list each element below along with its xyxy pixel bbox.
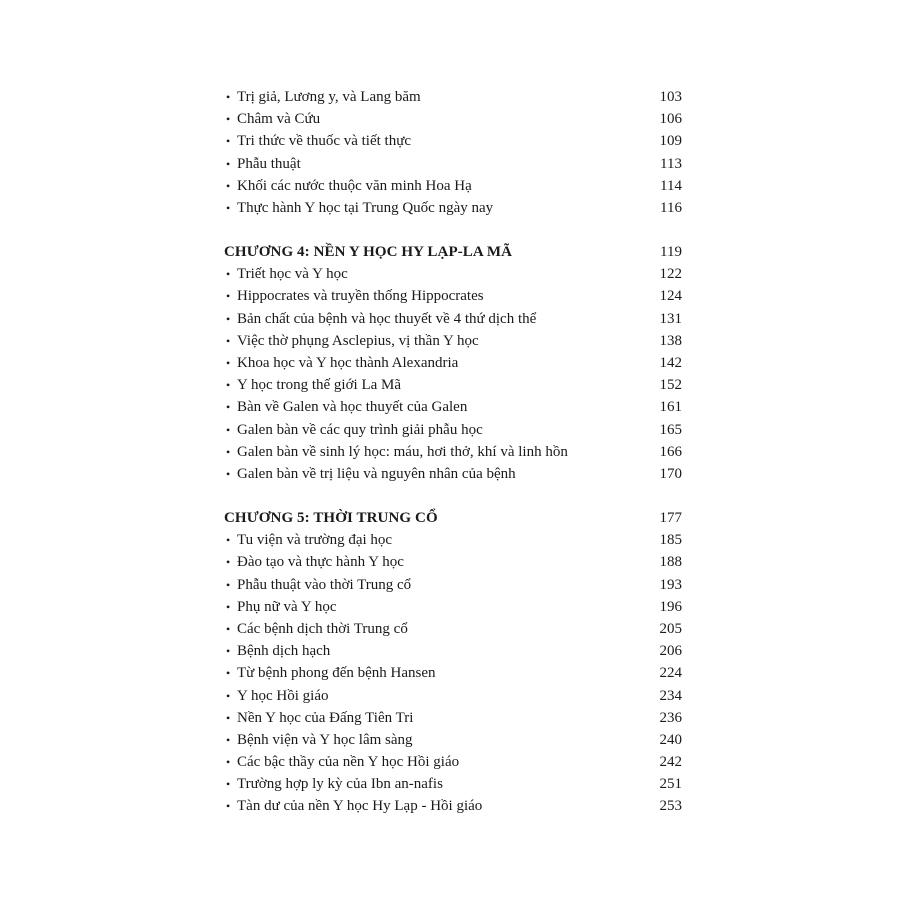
- toc-entry-title: Triết học và Y học: [237, 266, 348, 283]
- toc-entry-title: Tri thức về thuốc và tiết thực: [237, 133, 412, 150]
- toc-entry-page: 142: [659, 354, 682, 371]
- toc-entry: [224, 285, 684, 307]
- bullet: •: [226, 644, 231, 659]
- toc-entry: [224, 707, 684, 729]
- bullet: •: [226, 134, 231, 149]
- toc-entry: [224, 574, 684, 596]
- toc-entry: [224, 374, 684, 396]
- toc-entry: [224, 596, 684, 618]
- toc-entry-title: Y học Hồi giáo: [237, 687, 329, 704]
- toc-entry-title: Châm và Cứu: [237, 111, 321, 128]
- toc-entry-page: 165: [659, 421, 682, 438]
- toc-entry-title: Bệnh viện và Y học lâm sàng: [237, 731, 413, 748]
- toc-entry-title: Khối các nước thuộc văn minh Hoa Hạ: [237, 177, 472, 194]
- bullet: •: [226, 422, 231, 437]
- toc-entry: [224, 263, 684, 285]
- toc-entry: [224, 618, 684, 640]
- bullet: •: [226, 333, 231, 348]
- bullet: •: [226, 400, 231, 415]
- toc-entry-page: 196: [659, 598, 682, 615]
- toc-entry: [224, 662, 684, 684]
- toc-entry-title: Galen bàn về các quy trình giải phẫu học: [237, 421, 483, 438]
- toc-entry: [224, 640, 684, 662]
- toc-entry-page: 109: [659, 133, 682, 150]
- toc-entry: [224, 773, 684, 795]
- toc-entry: [224, 751, 684, 773]
- toc-entry-title: Galen bàn về sinh lý học: máu, hơi thở, khí và linh hồn: [237, 443, 568, 460]
- bullet: •: [226, 378, 231, 393]
- toc-entry: [224, 86, 684, 108]
- bullet: •: [226, 666, 231, 681]
- toc-entry-page: 236: [659, 709, 682, 726]
- chapter-heading: [224, 241, 684, 263]
- toc-entry-page: 242: [659, 754, 682, 771]
- toc-entry-title: Các bậc thầy của nền Y học Hồi giáo: [237, 754, 460, 771]
- toc-entry-page: 234: [659, 687, 682, 704]
- toc-entry-page: 185: [659, 532, 682, 549]
- toc-section-continued: [224, 86, 684, 219]
- toc-entry: [224, 153, 684, 175]
- toc-entry: [224, 330, 684, 352]
- toc-chapter-4: [224, 241, 684, 485]
- bullet: •: [226, 799, 231, 814]
- bullet: •: [226, 599, 231, 614]
- toc-entry: [224, 685, 684, 707]
- bullet: •: [226, 267, 231, 282]
- bullet: •: [226, 90, 231, 104]
- toc-entry-title: Phẫu thuật vào thời Trung cổ: [237, 576, 412, 593]
- toc-entry-page: 205: [659, 620, 682, 637]
- chapter-title: CHƯƠNG 5: THỜI TRUNG CỔ: [224, 510, 438, 526]
- toc-entry-page: 152: [659, 377, 682, 394]
- toc-entry-page: 188: [659, 554, 682, 571]
- toc-entry: [224, 441, 684, 463]
- toc-entry-title: Trị giả, Lương y, và Lang băm: [237, 89, 421, 105]
- bullet: •: [226, 156, 231, 171]
- bullet: •: [226, 710, 231, 725]
- toc-entry-title: Đào tạo và thực hành Y học: [237, 554, 404, 571]
- toc-entry-page: 138: [659, 332, 682, 349]
- toc-entry-page: 193: [659, 576, 682, 593]
- toc-entry-page: 124: [659, 288, 682, 305]
- bullet: •: [226, 777, 231, 792]
- bullet: •: [226, 355, 231, 370]
- bullet: •: [226, 621, 231, 636]
- toc-entry: [224, 795, 684, 817]
- toc-entry: [224, 175, 684, 197]
- toc-entry-title: Phẫu thuật: [237, 155, 301, 172]
- toc-entry-page: 131: [659, 310, 682, 327]
- bullet: •: [226, 112, 231, 127]
- bullet: •: [226, 577, 231, 592]
- toc-entry-page: 224: [659, 665, 682, 682]
- chapter-page: 177: [659, 510, 682, 526]
- toc-entry: [224, 130, 684, 152]
- toc-entry-title: Từ bệnh phong đến bệnh Hansen: [237, 665, 436, 682]
- toc-entry: [224, 463, 684, 485]
- toc-entry-page: 161: [659, 399, 682, 416]
- toc-entry-title: Phụ nữ và Y học: [237, 598, 337, 615]
- toc-entry: [224, 419, 684, 441]
- toc-entry-page: 113: [660, 155, 682, 172]
- toc-chapter-5: [224, 507, 684, 818]
- toc-entry-page: 103: [659, 89, 682, 105]
- toc-entry-page: 116: [660, 199, 682, 216]
- toc-entry-title: Khoa học và Y học thành Alexandria: [237, 354, 459, 371]
- toc-entry-title: Tàn dư của nền Y học Hy Lạp - Hồi giáo: [237, 798, 483, 815]
- toc-entry-title: Galen bàn về trị liệu và nguyên nhân của bệnh: [237, 465, 516, 482]
- chapter-page: 119: [660, 244, 682, 260]
- bullet: •: [226, 533, 231, 548]
- bullet: •: [226, 466, 231, 481]
- toc-entry-page: 240: [659, 731, 682, 748]
- toc-entry-title: Hippocrates và truyền thống Hippocrates: [237, 288, 484, 305]
- bullet: •: [226, 200, 231, 215]
- toc-entry-title: Y học trong thế giới La Mã: [237, 377, 402, 394]
- toc-entry: [224, 308, 684, 330]
- toc-entry: [224, 551, 684, 573]
- bullet: •: [226, 178, 231, 193]
- toc-entry: [224, 729, 684, 751]
- toc-entry-page: 251: [659, 776, 682, 793]
- bullet: •: [226, 444, 231, 459]
- toc-entry-page: 122: [659, 266, 682, 283]
- toc-entry-title: Nền Y học của Đấng Tiên Tri: [237, 709, 414, 726]
- bullet: •: [226, 311, 231, 326]
- toc-entry: [224, 529, 684, 551]
- toc-entry-title: Bàn về Galen và học thuyết của Galen: [237, 399, 468, 416]
- toc-entry-page: 206: [659, 643, 682, 660]
- toc-entry: [224, 396, 684, 418]
- toc-entry-page: 170: [659, 465, 682, 482]
- toc-entry-title: Trường hợp ly kỳ của Ibn an-nafis: [237, 776, 443, 793]
- chapter-title: CHƯƠNG 4: NỀN Y HỌC HY LẠP-LA MÃ: [224, 244, 513, 260]
- toc-entry-title: Bản chất của bệnh và học thuyết về 4 thứ dịch thể: [237, 310, 537, 327]
- bullet: •: [226, 555, 231, 570]
- toc-entry-title: Việc thờ phụng Asclepius, vị thần Y học: [237, 332, 479, 349]
- toc-entry-page: 114: [660, 177, 682, 194]
- toc-entry-title: Các bệnh dịch thời Trung cổ: [237, 620, 408, 637]
- toc-entry: [224, 197, 684, 219]
- toc-entry: [224, 352, 684, 374]
- bullet: •: [226, 688, 231, 703]
- toc-entry-page: 253: [659, 798, 682, 815]
- toc-entry-title: Bệnh dịch hạch: [237, 643, 331, 660]
- toc-entry-page: 166: [659, 443, 682, 460]
- bullet: •: [226, 732, 231, 747]
- bullet: •: [226, 289, 231, 304]
- bullet: •: [226, 755, 231, 770]
- chapter-heading: [224, 507, 684, 529]
- toc-entry-page: 106: [659, 111, 682, 128]
- toc-entry-title: Thực hành Y học tại Trung Quốc ngày nay: [237, 199, 494, 216]
- toc-entry-title: Tu viện và trường đại học: [237, 532, 393, 549]
- toc-entry: [224, 108, 684, 130]
